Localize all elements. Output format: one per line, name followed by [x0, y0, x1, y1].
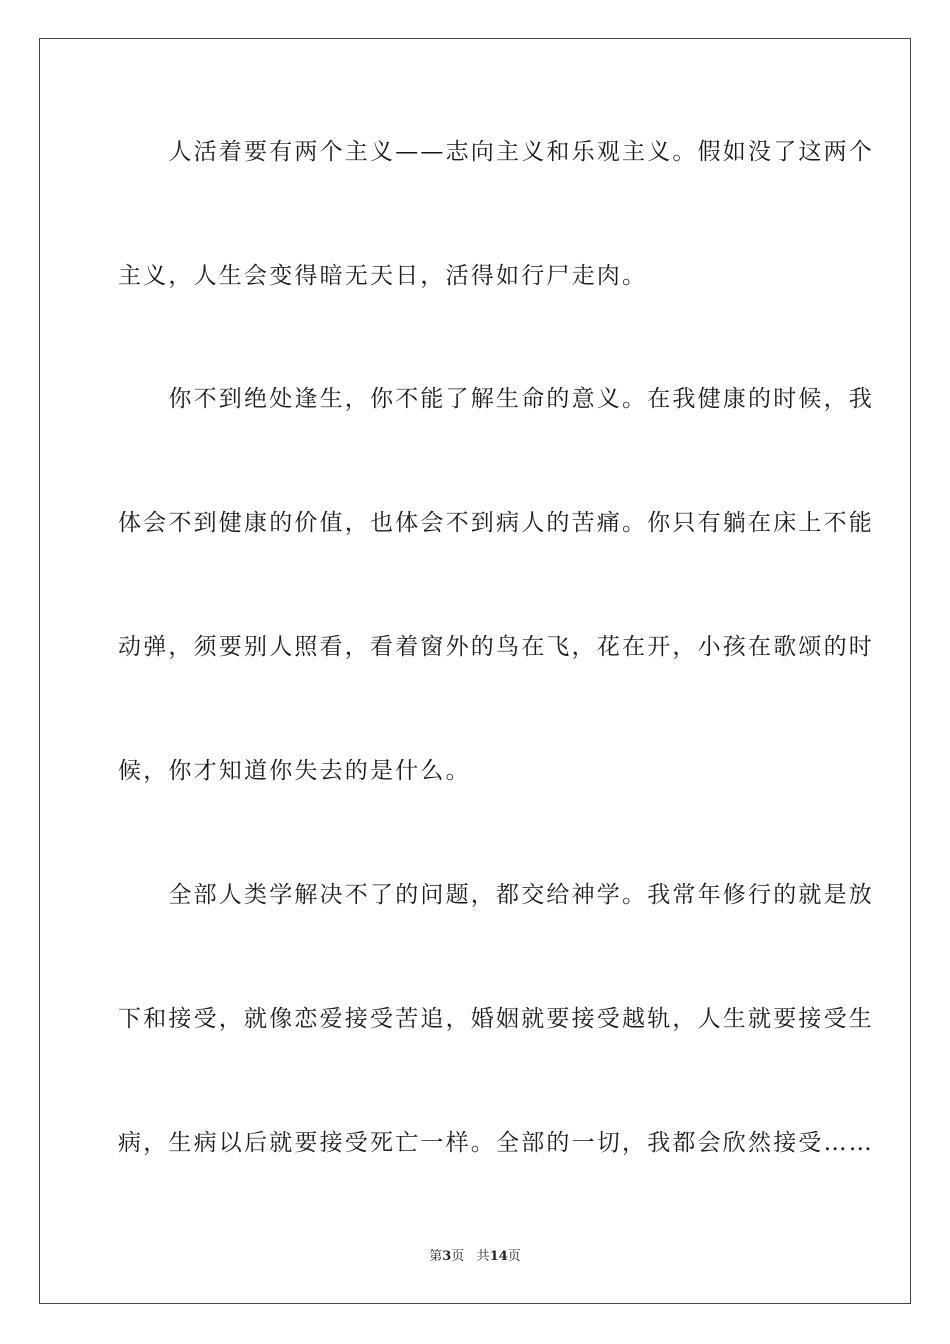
- paragraph-2-line-1: 你不到绝处逢生，你不能了解生命的意义。在我健康的时候，我: [118, 386, 874, 412]
- paragraph-3-line-1: 全部人类学解决不了的问题，都交给神学。我常年修行的就是放: [118, 882, 874, 908]
- total-suffix: 页: [507, 1249, 521, 1264]
- paragraph-3-line-3: 病，生病以后就要接受死亡一样。全部的一切，我都会欣然接受……: [118, 1130, 874, 1156]
- paragraph-2-line-2: 体会不到健康的价值，也体会不到病人的苦痛。你只有躺在床上不能: [118, 510, 874, 536]
- page-footer: [0, 1249, 950, 1265]
- paragraph-2-line-4: 候，你才知道你失去的是什么。: [118, 758, 471, 784]
- page-border: [39, 38, 911, 1304]
- paragraph-3-line-2: 下和接受，就像恋爱接受苦追，婚姻就要接受越轨，人生就要接受生: [118, 1006, 874, 1032]
- page-prefix: 第: [429, 1249, 443, 1264]
- page-number: 3: [442, 1249, 452, 1264]
- total-pages: 14: [489, 1249, 508, 1264]
- total-prefix: 共: [476, 1249, 490, 1264]
- page-suffix: 页: [451, 1249, 465, 1264]
- paragraph-1-line-2: 主义，人生会变得暗无天日，活得如行尸走肉。: [118, 263, 648, 289]
- paragraph-2-line-3: 动弹，须要别人照看，看着窗外的鸟在飞，花在开，小孩在歌颂的时: [118, 634, 874, 660]
- paragraph-1-line-1: 人活着要有两个主义——志向主义和乐观主义。假如没了这两个: [118, 139, 874, 165]
